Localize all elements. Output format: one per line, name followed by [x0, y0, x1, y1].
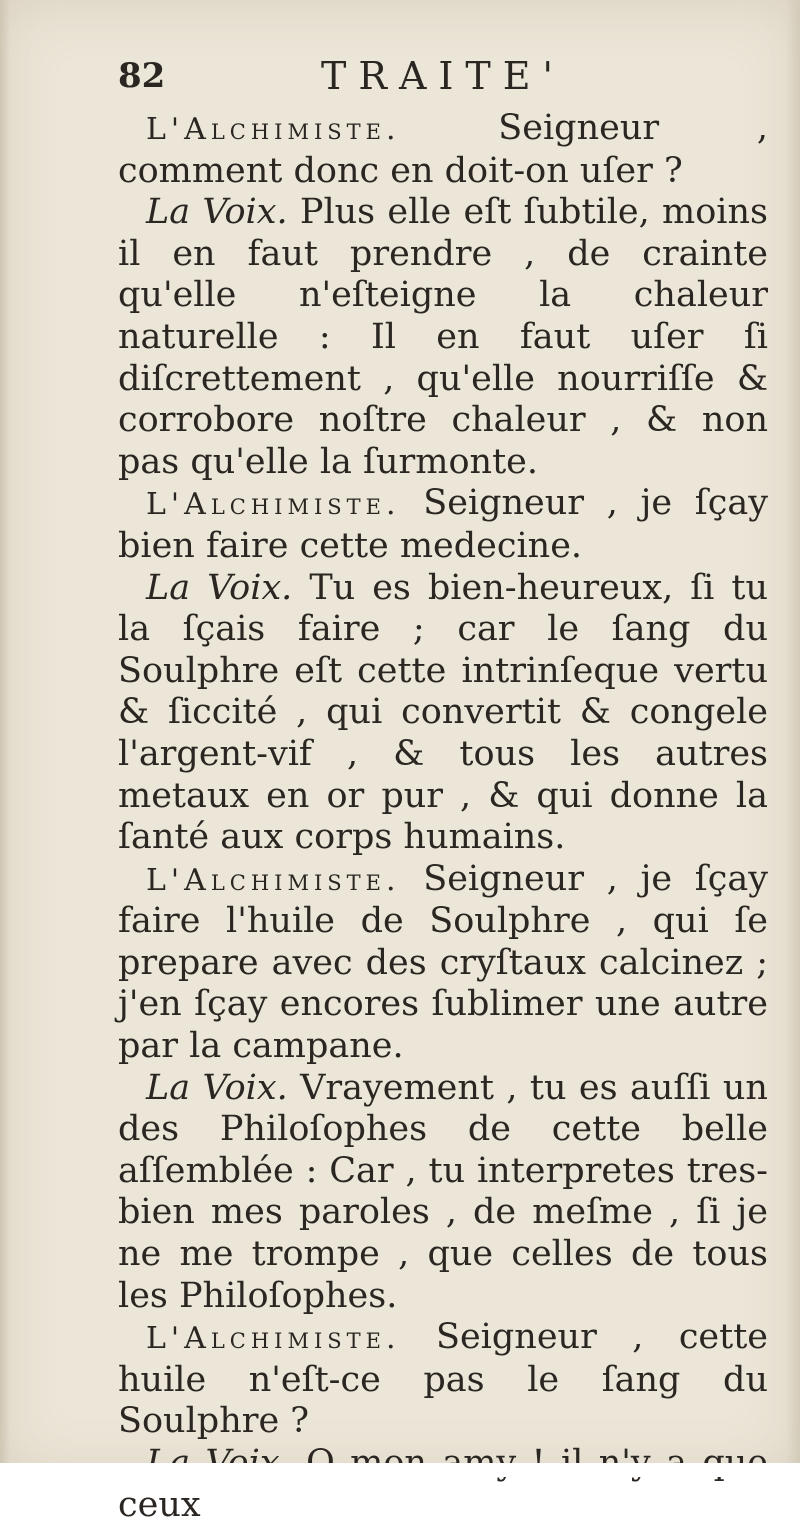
dialogue-paragraph	[118, 1068, 768, 1318]
dialogue-paragraph	[118, 108, 768, 192]
dialogue-text-run: Plus elle eſt ſubtile, moins il en faut prendre , de crainte qu'elle n'eſteigne la chaleur naturelle : Il en faut uſer ſi diſcrettement , qu'elle nourriſſe & corrobore noſtre chaleur , & non pas qu'elle la ſurmonte.	[118, 192, 768, 482]
running-title: TRAITE'	[321, 54, 565, 98]
dialogue-text-run: Tu es bien-heureux, ſi tu la ſçais faire ; car le ſang du Soulphre eſt cette intrinſeque vertu & ſiccité , qui convertit & congele l'argent-vif , & tous les autres metaux en or pur , & qui donne la ſanté aux corps humains.	[118, 567, 768, 858]
speaker-voice: La Voix.	[146, 1067, 288, 1108]
dialogue-paragraph	[118, 483, 768, 567]
dialogue-text-run: Seigneur , comment donc en doit-on uſer ?	[118, 108, 768, 191]
dialogue-text-run: Seigneur , cette huile n'eſt-ce pas le ſang du Soulphre ?	[118, 1317, 768, 1442]
scan-bottom-margin	[0, 1463, 800, 1477]
speaker-alchemist: L'Alchimiste.	[146, 112, 401, 147]
dialogue-text-run: Vrayement , tu es auſſi un des Philoſophes de cette belle aſſemblée : Car , tu interpretes tres-bien mes paroles , de meſme , ſi je ne me trompe , que celles de tous les Philoſophes.	[118, 1067, 768, 1316]
dialogue-text-run: ceux	[118, 1484, 201, 1525]
speaker-alchemist: L'Alchimiste.	[146, 1321, 401, 1357]
speaker-alchemist: L'Alchimiste.	[146, 862, 401, 898]
dialogue-paragraph	[118, 192, 768, 483]
dialogue-paragraph	[118, 859, 768, 1068]
page-header	[118, 52, 768, 108]
speaker-voice: La Voix.	[146, 192, 288, 233]
page-right-edge	[786, 0, 800, 1477]
speaker-alchemist: L'Alchimiste.	[146, 487, 401, 523]
dialogue-paragraph	[118, 568, 768, 859]
page-number: 82	[118, 56, 166, 96]
speaker-voice: La Voix.	[146, 567, 293, 608]
dialogue-text	[118, 108, 768, 1526]
dialogue-paragraph	[118, 1317, 768, 1443]
page-left-edge	[0, 0, 10, 1477]
dialogue-text-run: Seigneur , je ſçay bien faire cette medecine.	[118, 483, 768, 566]
dialogue-text-run: Seigneur , je ſçay faire l'huile de Soulphre , qui ſe prepare avec des cryſtaux calcinez ; j'en ſçay encores ſublimer une autre par la campane.	[118, 858, 768, 1067]
dialogue-paragraph	[118, 1443, 768, 1526]
